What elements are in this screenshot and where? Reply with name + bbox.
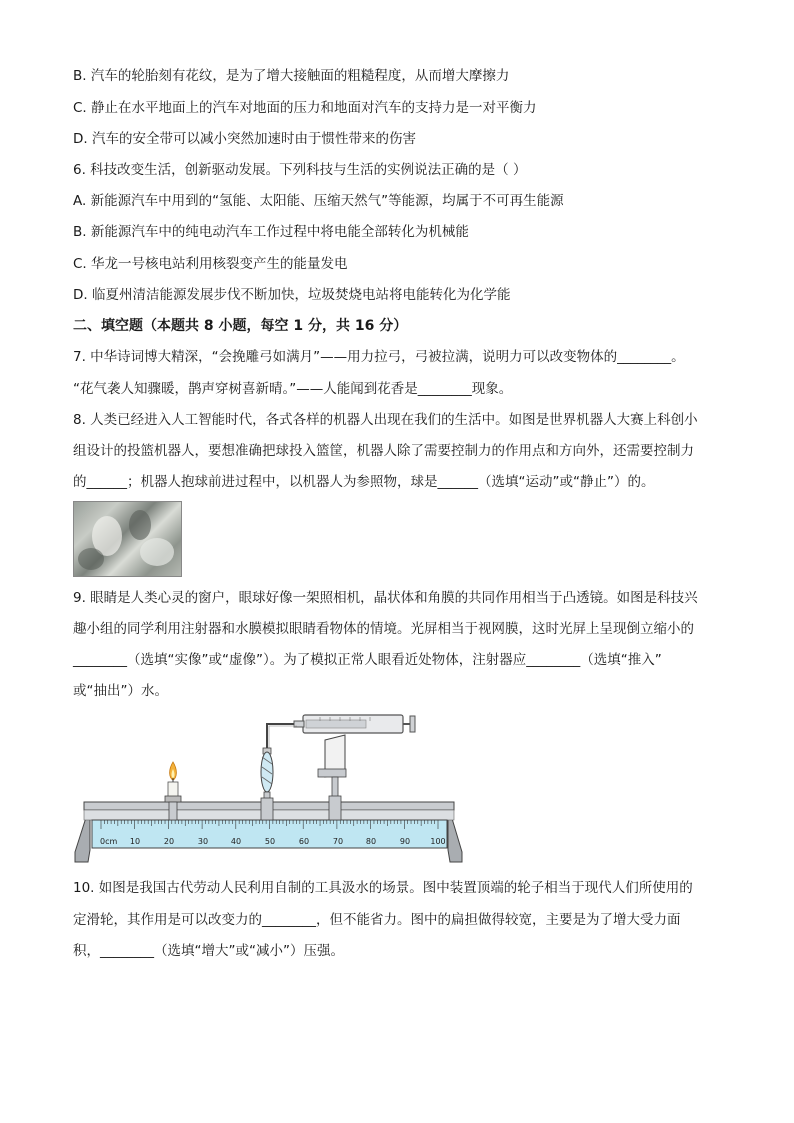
- question-10-line-1: 10. 如图是我国古代劳动人民利用自制的工具汲水的场景。图中装置顶端的轮子相当于现代人们所使用的: [73, 880, 693, 896]
- ruler-tick-80: 80: [365, 837, 377, 846]
- question-7-line-1: 7. 中华诗词博大精深，“会挽雕弓如满月”——用力拉弓，弓被拉满，说明力可以改变物体的________。: [73, 349, 685, 365]
- robot-photo: [73, 501, 182, 577]
- option-6c: C. 华龙一号核电站利用核裂变产生的能量发电: [73, 256, 348, 272]
- ruler-tick-30: 30: [197, 837, 209, 846]
- option-5d: D. 汽车的安全带可以减小突然加速时由于惯性带来的伤害: [73, 131, 416, 147]
- section-heading: 二、填空题（本题共 8 小题，每空 1 分，共 16 分）: [73, 318, 408, 334]
- question-9-line-2: 趣小组的同学利用注射器和水膜模拟眼睛看物体的情境。光屏相当于视网膜，这时光屏上呈现倒立缩小的: [73, 621, 694, 637]
- option-5b: B. 汽车的轮胎刻有花纹，是为了增大接触面的粗糙程度，从而增大摩擦力: [73, 68, 510, 84]
- question-7-line-2: “花气袭人知骤暖，鹊声穿树喜新晴。”——人能闻到花香是________现象。: [73, 381, 513, 397]
- question-9-line-3: ________（选填“实像”或“虚像”）。为了模拟正常人眼看近处物体，注射器应________（选填“推入”: [73, 652, 662, 668]
- candle: [165, 762, 181, 802]
- optical-bench-figure: [70, 712, 470, 870]
- question-8-line-3: 的______；机器人抱球前进过程中，以机器人为参照物，球是______（选填“运动”或“静止”）的。: [73, 474, 655, 490]
- ruler-tick-90: 90: [399, 837, 411, 846]
- question-9-line-1: 9. 眼睛是人类心灵的窗户，眼球好像一架照相机，晶状体和角膜的共同作用相当于凸透镜。如图是科技兴: [73, 590, 698, 606]
- option-6d: D. 临夏州清洁能源发展步伐不断加快，垃圾焚烧电站将电能转化为化学能: [73, 287, 511, 303]
- question-9-line-4: 或“抽出”）水。: [73, 683, 168, 699]
- question-8-line-1: 8. 人类已经进入人工智能时代，各式各样的机器人出现在我们的生活中。如图是世界机器人大赛上科创小: [73, 412, 698, 428]
- syringe: [294, 715, 415, 733]
- question-10-line-2: 定滑轮，其作用是可以改变力的________，但不能省力。图中的扁担做得较宽，主要是为了增大受力面: [73, 912, 681, 928]
- water-lens: [261, 752, 273, 820]
- ruler-tick-60: 60: [298, 837, 310, 846]
- ruler-tick-20: 20: [163, 837, 175, 846]
- question-10-line-3: 积，________（选填“增大”或“减小”）压强。: [73, 943, 344, 959]
- ruler-tick-40: 40: [230, 837, 242, 846]
- question-8-line-2: 组设计的投篮机器人，要想准确把球投入篮筐，机器人除了需要控制力的作用点和方向外，还需要控制力: [73, 443, 694, 459]
- ruler-tick-10: 10: [129, 837, 141, 846]
- option-5c: C. 静止在水平地面上的汽车对地面的压力和地面对汽车的支持力是一对平衡力: [73, 100, 537, 116]
- option-6b: B. 新能源汽车中的纯电动汽车工作过程中将电能全部转化为机械能: [73, 224, 469, 240]
- ruler-tick-100: 100: [430, 837, 446, 846]
- ruler-tick-50: 50: [264, 837, 276, 846]
- option-6a: A. 新能源汽车中用到的“氢能、太阳能、压缩天然气”等能源，均属于不可再生能源: [73, 193, 564, 209]
- ruler-tick-70: 70: [332, 837, 344, 846]
- question-6: 6. 科技改变生活，创新驱动发展。下列科技与生活的实例说法正确的是（ ）: [73, 162, 527, 178]
- ruler-unit-label: 0cm: [100, 837, 118, 846]
